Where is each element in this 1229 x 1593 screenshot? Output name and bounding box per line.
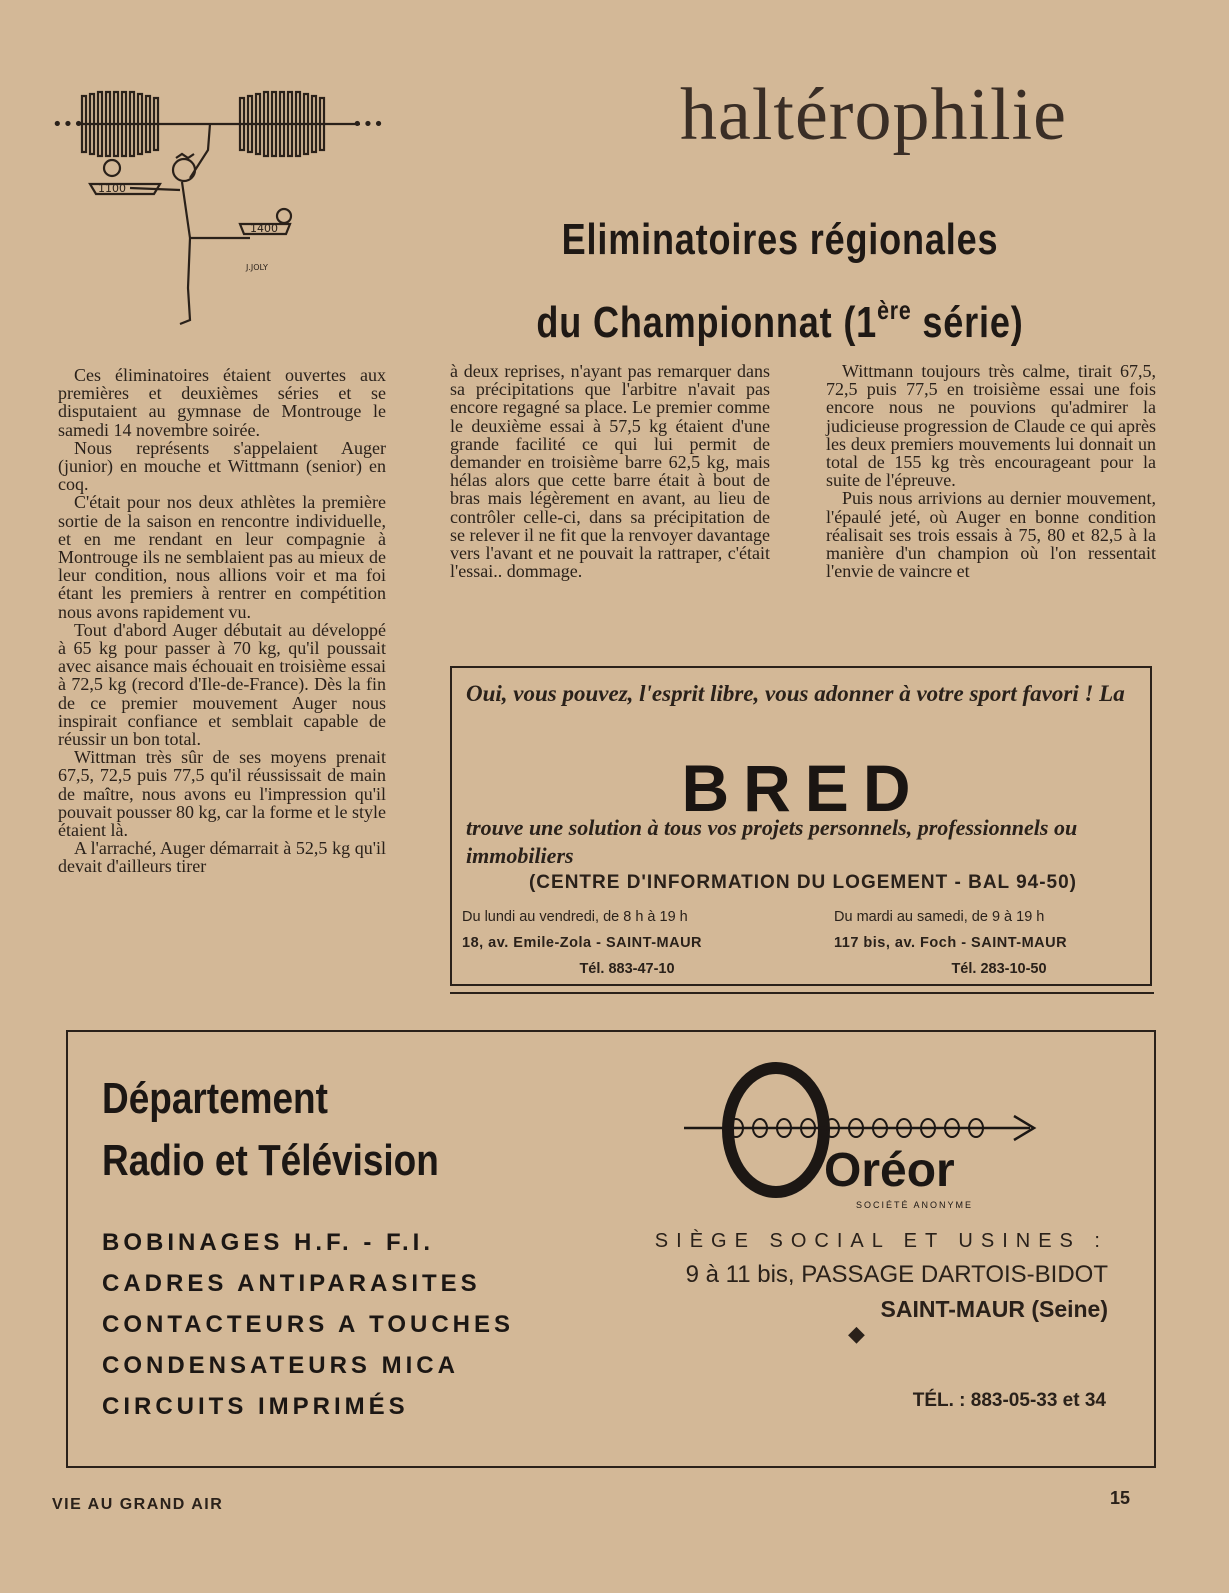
oreor-wordmark: Oréor <box>824 1144 955 1197</box>
paragraph: Puis nous arrivions au dernier mouvement, l'épaulé jeté, où Auger en bonne condition réalisait ses trois essais à 75, 80 et 82,5 à la manière d'un champion où l'on ressentait l'envie de vaincre et <box>826 488 1156 582</box>
divider <box>450 992 1154 994</box>
bred-office-1 <box>462 904 792 982</box>
office-address: 18, av. Emile-Zola - SAINT-MAUR <box>462 935 703 951</box>
publication-name: VIE AU GRAND AIR <box>52 1496 224 1513</box>
headline-line-1: Eliminatoires régionales <box>561 215 999 264</box>
illustrator-signature: J.JOLY <box>246 263 268 272</box>
plate-right-label: 1400 <box>250 222 278 235</box>
paragraph: Nous représents s'appelaient Auger (junior) en mouche et Wittmann (senior) en coq. <box>58 437 386 495</box>
article-column-3 <box>826 362 1156 580</box>
paragraph: Ces éliminatoires étaient ouvertes aux premières et deuxièmes séries et se disputaient au gymnase de Montrouge le samedi 14 novembre soirée. <box>58 365 386 440</box>
office-hours: Du mardi au samedi, de 9 à 19 h <box>834 909 1045 925</box>
oreor-phone: TÉL. : 883-05-33 et 34 <box>912 1390 1106 1411</box>
office-hours: Du lundi au vendredi, de 8 h à 19 h <box>462 909 688 925</box>
paragraph: Wittmann toujours très calme, tirait 67,5, 72,5 puis 77,5 en troisième essai une fois encore nous ne pouvions qu'admirer la judicieuse progression de Claude ce qui après les deux premiers mouvements lui donnait un total de 155 kg très encourageant pour la suite de l'épreuve. <box>826 361 1156 491</box>
office-phone: Tél. 883-47-10 <box>579 961 675 977</box>
article-column-1 <box>58 366 386 876</box>
product-item: CIRCUITS IMPRIMÉS <box>102 1393 409 1420</box>
page-number: 15 <box>1110 1488 1131 1508</box>
svg-text:•••: ••• <box>352 114 384 135</box>
product-item: CONTACTEURS A TOUCHES <box>102 1311 515 1338</box>
article-column-2 <box>450 362 770 580</box>
oreor-logo <box>684 1062 1044 1222</box>
office-phone: Tél. 283-10-50 <box>951 961 1047 977</box>
paragraph: C'était pour nos deux athlètes la première sortie de la saison en rencontre individuelle, et en me rendant en leur compagnie à Montrouge ils ne semblaient pas au mieux de leur condition, nous allions voir et ma foi étant les premiers à rentrer en compétition nous avons rapidement vu. <box>58 492 386 622</box>
paragraph: à deux reprises, n'ayant pas remarquer dans sa précipitations que l'arbitre n'avait pas encore regagné sa place. Le premier comme le deuxième essai à 57,5 kg étaient d'une grande facilité ce qui lui permit de demander en troisième barre 62,5 kg, mais hélas alors que cette barre était à bout de bras mais légèrement en avant, au lieu de contrôler celle-ci, dans sa précipitation de se relever il ne fit que la renvoyer davantage vers l'avant et ne pouvait la rattraper, c'était l'essai.. dommage. <box>450 361 770 582</box>
paragraph: A l'arraché, Auger démarrait à 52,5 kg qu'il devait d'ailleurs tirer <box>58 838 386 877</box>
department-title: Département Radio et Télévision <box>102 1074 439 1185</box>
bred-advertisement <box>450 666 1152 986</box>
headline-line-2: du Championnat (1ère série) <box>536 295 1024 347</box>
bred-info-center: (CENTRE D'INFORMATION DU LOGEMENT - BAL 94-50) <box>528 872 1078 893</box>
headline <box>526 205 1034 358</box>
office-address: 117 bis, av. Foch - SAINT-MAUR <box>834 935 1068 951</box>
bred-description: trouve une solution à tous vos projets personnels, professionnels ou immobiliers <box>466 815 1078 868</box>
paragraph: Tout d'abord Auger débutait au développé à 65 kg pour passer à 70 kg, qu'il poussait avec aisance mais échouait en troisième essai à 72,5 kg (record d'Ile-de-France). Dès la fin de ce premier mouvement Auger nous inspirait confiance et semblait capable de réussir un bon total. <box>58 619 386 750</box>
section-title: haltérophilie <box>680 74 1067 156</box>
paragraph: Wittman très sûr de ses moyens prenait 67,5, 72,5 puis 77,5 qu'il réussissait de main de maître, nous avons eu l'impression qu'il pouvait pousser 80 kg, car la forme et le style étaient là. <box>58 747 386 841</box>
product-item: CONDENSATEURS MICA <box>102 1352 459 1379</box>
weightlifter-illustration <box>50 88 390 333</box>
company-type: SOCIÉTÉ ANONYME <box>856 1200 974 1210</box>
svg-text:•••: ••• <box>52 114 84 135</box>
bred-logo: BRED <box>681 751 925 825</box>
diamond-ornament-icon: ◆ <box>848 1322 865 1347</box>
oreor-advertisement <box>66 1030 1156 1468</box>
bred-intro: Oui, vous pouvez, l'esprit libre, vous adonner à votre sport favori ! La <box>466 681 1125 706</box>
bred-office-2 <box>834 904 1164 982</box>
product-item: CADRES ANTIPARASITES <box>102 1270 481 1297</box>
product-item: BOBINAGES H.F. - F.I. <box>102 1229 435 1256</box>
product-list <box>102 1222 562 1427</box>
headquarters-address: SIÈGE SOCIAL ET USINES : 9 à 11 bis, PASSAGE DARTOIS-BIDOT SAINT-MAUR (Seine) <box>654 1230 1108 1322</box>
plate-left-label: 1100 <box>98 182 126 195</box>
